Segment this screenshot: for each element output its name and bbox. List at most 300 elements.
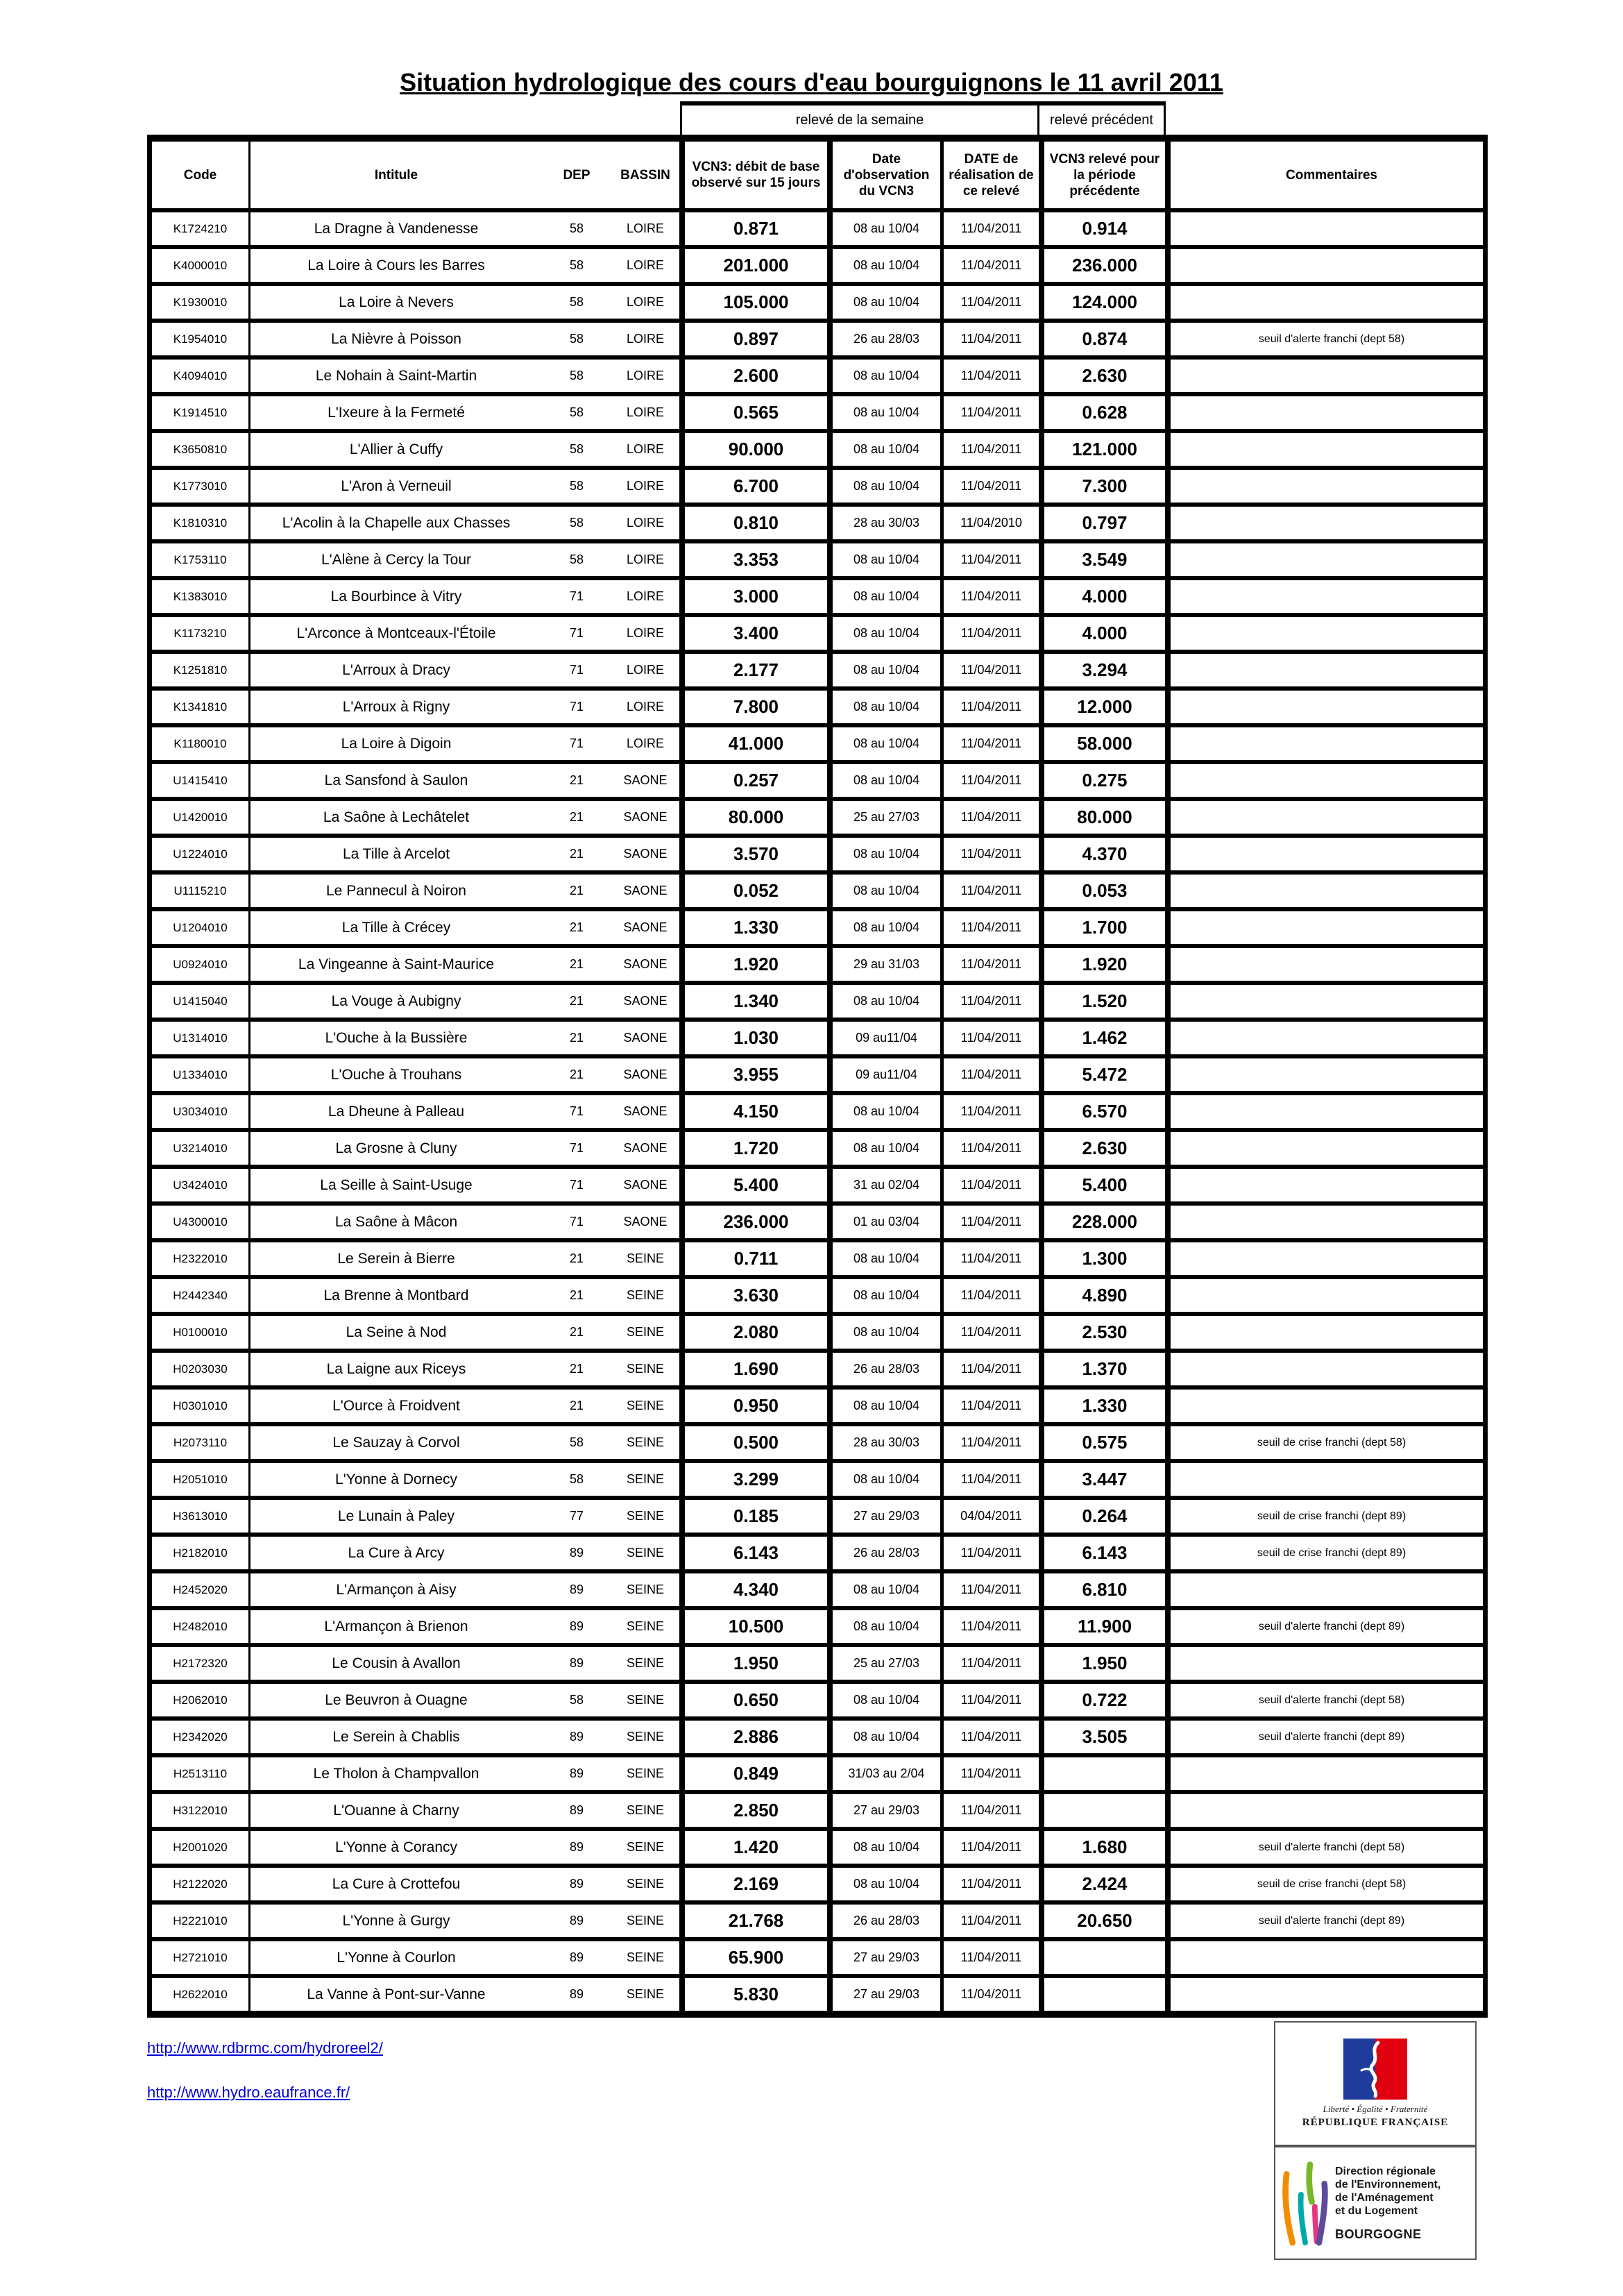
cell-commentaire [1171, 1390, 1493, 1422]
table-body [152, 212, 1483, 2011]
cell-vcn3: 0.185 [685, 1500, 833, 1533]
cell-date-realisation: 11/04/2011 [944, 1022, 1044, 1054]
cell-bassin: LOIRE [611, 654, 685, 686]
cell-dep: 58 [569, 1472, 584, 1486]
cell-code: U0924010 [152, 948, 250, 981]
cell-dep: 58 [569, 332, 584, 346]
hydro-table [147, 101, 1488, 2018]
cell-date-observation: 08 au 10/04 [833, 249, 944, 282]
cell-code: U3034010 [152, 1095, 250, 1128]
cell-bassin: SEINE [611, 1390, 685, 1422]
cell-vcn3: 0.500 [685, 1426, 833, 1459]
cell-bassin: SEINE [611, 1426, 685, 1459]
cell-vcn3: 1.950 [685, 1647, 833, 1680]
cell-bassin: SAONE [611, 1132, 685, 1165]
cell-vcn3-precedent: 121.000 [1044, 433, 1171, 466]
cell-vcn3-precedent: 4.000 [1044, 617, 1171, 650]
cell-bassin: SEINE [611, 1279, 685, 1312]
cell-intitule: L'Armançon à Brienon [324, 1618, 468, 1635]
table-row [152, 948, 1483, 985]
cell-commentaire [1171, 1463, 1493, 1496]
table-row [152, 1573, 1483, 1610]
cell-bassin: SAONE [611, 1058, 685, 1091]
cell-date-realisation: 11/04/2011 [944, 212, 1044, 245]
cell-intitule: La Loire à Digoin [341, 735, 452, 752]
marianne-flag-icon [1341, 2038, 1410, 2100]
cell-commentaire [1171, 286, 1493, 319]
header-bassin: BASSIN [611, 142, 685, 208]
cell-date-realisation: 11/04/2011 [944, 654, 1044, 686]
dreal-strokes-icon [1275, 2147, 1335, 2259]
table-row [152, 1721, 1483, 1757]
cell-commentaire [1171, 212, 1493, 245]
cell-bassin: SEINE [611, 1905, 685, 1937]
cell-vcn3: 3.955 [685, 1058, 833, 1091]
cell-dep: 89 [569, 1582, 584, 1596]
header-date-observation: Date d'observation du VCN3 [833, 142, 944, 208]
cell-commentaire [1171, 948, 1493, 981]
cell-dep: 58 [569, 442, 584, 456]
cell-vcn3: 3.000 [685, 580, 833, 613]
cell-commentaire: seuil de crise franchi (dept 58) [1257, 1436, 1407, 1449]
dreal-title-line: Direction régionale [1335, 2165, 1436, 2177]
cell-dep: 58 [569, 405, 584, 419]
table-row [152, 617, 1483, 654]
cell-vcn3: 201.000 [685, 249, 833, 282]
cell-intitule: La Dragne à Vandenesse [314, 220, 479, 237]
cell-bassin: LOIRE [611, 691, 685, 723]
cell-bassin: LOIRE [611, 323, 685, 355]
cell-code: U1415410 [152, 764, 250, 797]
cell-commentaire [1171, 1978, 1493, 2011]
cell-commentaire [1171, 1022, 1493, 1054]
cell-code: H2062010 [152, 1684, 250, 1716]
cell-vcn3-precedent: 0.264 [1044, 1500, 1171, 1533]
cell-vcn3-precedent: 4.890 [1044, 1279, 1171, 1312]
cell-date-observation: 08 au 10/04 [833, 580, 944, 613]
cell-date-observation: 08 au 10/04 [833, 1095, 944, 1128]
cell-code: K1810310 [152, 507, 250, 539]
cell-commentaire [1171, 360, 1493, 392]
cell-date-realisation: 11/04/2011 [944, 1390, 1044, 1422]
cell-intitule: Le Serein à Chablis [332, 1728, 460, 1745]
cell-vcn3: 3.630 [685, 1279, 833, 1312]
cell-date-realisation: 11/04/2011 [944, 1647, 1044, 1680]
cell-date-realisation: 11/04/2011 [944, 1095, 1044, 1128]
cell-date-realisation: 11/04/2011 [944, 1206, 1044, 1238]
cell-date-realisation: 11/04/2011 [944, 1058, 1044, 1091]
cell-dep: 71 [569, 700, 584, 714]
cell-commentaire [1171, 875, 1493, 907]
cell-date-observation: 25 au 27/03 [833, 801, 944, 834]
cell-bassin: SEINE [611, 1500, 685, 1533]
cell-vcn3: 105.000 [685, 286, 833, 319]
cell-vcn3: 1.690 [685, 1353, 833, 1385]
cell-bassin: SEINE [611, 1463, 685, 1496]
cell-date-observation: 08 au 10/04 [833, 543, 944, 576]
cell-commentaire [1171, 249, 1493, 282]
cell-commentaire [1171, 1647, 1493, 1680]
cell-intitule: La Laigne aux Riceys [326, 1360, 466, 1377]
cell-vcn3: 21.768 [685, 1905, 833, 1937]
cell-date-realisation: 11/04/2011 [944, 727, 1044, 760]
cell-code: H2622010 [152, 1978, 250, 2011]
cell-commentaire [1171, 1169, 1493, 1201]
cell-date-realisation: 11/04/2011 [944, 433, 1044, 466]
cell-date-observation: 08 au 10/04 [833, 727, 944, 760]
cell-bassin: SEINE [611, 1757, 685, 1790]
cell-date-observation: 28 au 30/03 [833, 507, 944, 539]
cell-dep: 89 [569, 1950, 584, 1964]
cell-commentaire: seuil d'alerte franchi (dept 89) [1258, 1730, 1405, 1743]
cell-bassin: SEINE [611, 1610, 685, 1643]
cell-intitule: La Vingeanne à Saint-Maurice [298, 956, 495, 972]
cell-code: H3122010 [152, 1794, 250, 1827]
header-commentaires: Commentaires [1286, 167, 1377, 183]
cell-code: K1251810 [152, 654, 250, 686]
band-releve-semaine: relevé de la semaine [680, 101, 1039, 135]
cell-vcn3: 2.850 [685, 1794, 833, 1827]
cell-commentaire [1171, 1353, 1493, 1385]
cell-vcn3-precedent: 1.330 [1044, 1390, 1171, 1422]
cell-bassin: LOIRE [611, 212, 685, 245]
cell-date-observation: 08 au 10/04 [833, 470, 944, 503]
cell-dep: 71 [569, 663, 584, 677]
cell-vcn3-precedent: 80.000 [1044, 801, 1171, 834]
dreal-title-line: et du Logement [1335, 2204, 1418, 2217]
cell-date-observation: 08 au 10/04 [833, 985, 944, 1018]
cell-code: H2122020 [152, 1868, 250, 1900]
cell-intitule: La Dheune à Palleau [328, 1103, 465, 1120]
cell-vcn3-precedent: 228.000 [1044, 1206, 1171, 1238]
cell-code: K1773010 [152, 470, 250, 503]
table-row [152, 1279, 1483, 1316]
cell-dep: 71 [569, 736, 584, 750]
cell-bassin: SEINE [611, 1242, 685, 1275]
cell-vcn3-precedent: 3.505 [1044, 1721, 1171, 1753]
cell-vcn3-precedent: 3.447 [1044, 1463, 1171, 1496]
cell-vcn3-precedent: 1.520 [1044, 985, 1171, 1018]
header-dep: DEP [563, 167, 590, 183]
republique-francaise-logo [1274, 2021, 1477, 2146]
cell-dep: 21 [569, 994, 584, 1008]
table-row [152, 1169, 1483, 1206]
cell-vcn3-precedent: 6.810 [1044, 1573, 1171, 1606]
cell-commentaire [1171, 1058, 1493, 1091]
cell-bassin: SEINE [611, 1353, 685, 1385]
table-row [152, 433, 1483, 470]
cell-intitule: La Bourbince à Vitry [330, 588, 462, 605]
cell-date-realisation: 11/04/2011 [944, 617, 1044, 650]
cell-vcn3: 1.340 [685, 985, 833, 1018]
table-row [152, 1794, 1483, 1831]
cell-dep: 21 [569, 847, 584, 861]
cell-date-observation: 26 au 28/03 [833, 1537, 944, 1569]
cell-date-realisation: 11/04/2011 [944, 838, 1044, 870]
cell-bassin: LOIRE [611, 727, 685, 760]
cell-commentaire [1171, 1095, 1493, 1128]
cell-code: K1180010 [152, 727, 250, 760]
cell-date-observation: 08 au 10/04 [833, 1279, 944, 1312]
cell-intitule: La Loire à Cours les Barres [307, 257, 485, 273]
cell-dep: 21 [569, 810, 584, 824]
cell-dep: 58 [569, 516, 584, 530]
cell-code: K1753110 [152, 543, 250, 576]
cell-date-realisation: 11/04/2011 [944, 764, 1044, 797]
table-row [152, 1757, 1483, 1794]
cell-date-observation: 08 au 10/04 [833, 212, 944, 245]
cell-vcn3: 5.400 [685, 1169, 833, 1201]
table-row [152, 580, 1483, 617]
cell-date-observation: 08 au 10/04 [833, 1573, 944, 1606]
cell-vcn3: 6.143 [685, 1537, 833, 1569]
cell-vcn3-precedent: 1.700 [1044, 911, 1171, 944]
cell-vcn3: 4.150 [685, 1095, 833, 1128]
cell-intitule: La Saône à Mâcon [334, 1213, 458, 1230]
cell-commentaire: seuil de crise franchi (dept 89) [1257, 1510, 1407, 1522]
table-row [152, 1095, 1483, 1132]
table-row [152, 838, 1483, 875]
cell-date-observation: 08 au 10/04 [833, 1316, 944, 1349]
table-header-row [152, 142, 1483, 212]
cell-date-observation: 08 au 10/04 [833, 691, 944, 723]
cell-date-realisation: 04/04/2011 [944, 1500, 1044, 1533]
cell-intitule: La Seille à Saint-Usuge [320, 1176, 473, 1193]
cell-date-observation: 09 au11/04 [833, 1058, 944, 1091]
cell-vcn3-precedent: 1.300 [1044, 1242, 1171, 1275]
cell-date-realisation: 11/04/2011 [944, 1353, 1044, 1385]
cell-bassin: LOIRE [611, 507, 685, 539]
cell-dep: 89 [569, 1987, 584, 2001]
table-row [152, 985, 1483, 1022]
cell-intitule: L'Ouche à Trouhans [330, 1066, 462, 1083]
cell-bassin: SAONE [611, 838, 685, 870]
cell-vcn3-precedent: 6.570 [1044, 1095, 1171, 1128]
cell-bassin: SEINE [611, 1721, 685, 1753]
cell-dep: 77 [569, 1509, 584, 1523]
cell-vcn3-precedent: 2.630 [1044, 360, 1171, 392]
cell-commentaire [1171, 1757, 1493, 1790]
cell-vcn3: 0.810 [685, 507, 833, 539]
table-row [152, 1647, 1483, 1684]
rf-motto: Liberté • Égalité • Fraternité [1323, 2104, 1428, 2114]
cell-date-observation: 28 au 30/03 [833, 1426, 944, 1459]
cell-date-realisation: 11/04/2011 [944, 691, 1044, 723]
cell-code: K1383010 [152, 580, 250, 613]
cell-date-realisation: 11/04/2011 [944, 1941, 1044, 1974]
cell-vcn3: 0.711 [685, 1242, 833, 1275]
cell-bassin: SAONE [611, 911, 685, 944]
cell-bassin: SEINE [611, 1537, 685, 1569]
cell-commentaire [1171, 727, 1493, 760]
cell-commentaire [1171, 985, 1493, 1018]
header-vcn3-precedent: VCN3 relevé pour la période précédente [1044, 142, 1171, 208]
cell-commentaire [1171, 654, 1493, 686]
rf-name: RÉPUBLIQUE FRANÇAISE [1302, 2117, 1449, 2128]
table-row [152, 1022, 1483, 1058]
cell-bassin: SEINE [611, 1316, 685, 1349]
cell-vcn3: 5.830 [685, 1978, 833, 2011]
cell-code: U1420010 [152, 801, 250, 834]
link-eaufrance[interactable]: http://www.hydro.eaufrance.fr/ [147, 2084, 350, 2101]
cell-vcn3-precedent: 4.000 [1044, 580, 1171, 613]
cell-dep: 89 [569, 1656, 584, 1670]
table-row [152, 360, 1483, 396]
cell-date-realisation: 11/04/2011 [944, 1537, 1044, 1569]
cell-dep: 58 [569, 552, 584, 566]
cell-date-observation: 08 au 10/04 [833, 1721, 944, 1753]
cell-dep: 21 [569, 1362, 584, 1376]
cell-vcn3: 0.897 [685, 323, 833, 355]
cell-commentaire [1171, 507, 1493, 539]
cell-vcn3-precedent [1044, 1978, 1171, 2011]
dreal-title-line: de l'Aménagement [1335, 2191, 1434, 2204]
cell-code: U1224010 [152, 838, 250, 870]
cell-date-realisation: 11/04/2011 [944, 1757, 1044, 1790]
cell-bassin: SEINE [611, 1647, 685, 1680]
cell-intitule: Le Serein à Bierre [337, 1250, 455, 1267]
cell-date-observation: 08 au 10/04 [833, 1831, 944, 1864]
table-row [152, 727, 1483, 764]
table-row [152, 764, 1483, 801]
cell-vcn3: 7.800 [685, 691, 833, 723]
cell-vcn3-precedent: 2.530 [1044, 1316, 1171, 1349]
cell-intitule: La Sansfond à Saulon [324, 772, 468, 788]
cell-bassin: LOIRE [611, 286, 685, 319]
cell-intitule: L'Yonne à Dornecy [334, 1471, 458, 1487]
cell-commentaire [1171, 838, 1493, 870]
link-hydroreel[interactable]: http://www.rdbrmc.com/hydroreel2/ [147, 2039, 383, 2057]
cell-dep: 58 [569, 258, 584, 272]
table-row [152, 875, 1483, 911]
cell-bassin: SAONE [611, 801, 685, 834]
table-row [152, 1500, 1483, 1537]
cell-code: K3650810 [152, 433, 250, 466]
cell-bassin: SAONE [611, 1206, 685, 1238]
cell-vcn3-precedent: 1.920 [1044, 948, 1171, 981]
cell-date-observation: 08 au 10/04 [833, 1868, 944, 1900]
cell-date-observation: 09 au11/04 [833, 1022, 944, 1054]
cell-intitule: La Seine à Nod [346, 1324, 447, 1340]
cell-date-realisation: 11/04/2011 [944, 286, 1044, 319]
cell-vcn3: 1.920 [685, 948, 833, 981]
cell-vcn3: 80.000 [685, 801, 833, 834]
cell-date-observation: 08 au 10/04 [833, 396, 944, 429]
cell-date-observation: 08 au 10/04 [833, 1684, 944, 1716]
cell-vcn3-precedent: 4.370 [1044, 838, 1171, 870]
cell-commentaire [1171, 1794, 1493, 1827]
cell-code: K1341810 [152, 691, 250, 723]
cell-dep: 58 [569, 221, 584, 235]
cell-date-observation: 27 au 29/03 [833, 1500, 944, 1533]
cell-dep: 21 [569, 1325, 584, 1339]
cell-bassin: SEINE [611, 1573, 685, 1606]
cell-commentaire [1171, 1573, 1493, 1606]
cell-bassin: SAONE [611, 875, 685, 907]
cell-vcn3-precedent: 0.874 [1044, 323, 1171, 355]
table-row [152, 543, 1483, 580]
cell-intitule: La Tille à Crécey [341, 919, 451, 936]
cell-vcn3-precedent: 236.000 [1044, 249, 1171, 282]
cell-bassin: LOIRE [611, 580, 685, 613]
table-band-row [147, 101, 1488, 135]
table-row [152, 286, 1483, 323]
cell-vcn3-precedent: 11.900 [1044, 1610, 1171, 1643]
cell-date-observation: 08 au 10/04 [833, 1390, 944, 1422]
cell-intitule: L'Yonne à Corancy [334, 1839, 458, 1855]
cell-intitule: Le Beuvron à Ouagne [325, 1691, 468, 1708]
cell-date-observation: 31 au 02/04 [833, 1169, 944, 1201]
cell-intitule: L'Alène à Cercy la Tour [321, 551, 472, 568]
cell-vcn3-precedent: 2.424 [1044, 1868, 1171, 1900]
cell-intitule: Le Sauzay à Corvol [332, 1434, 460, 1451]
cell-dep: 58 [569, 295, 584, 309]
table-row [152, 1941, 1483, 1978]
cell-date-realisation: 11/04/2011 [944, 1279, 1044, 1312]
cell-bassin: SEINE [611, 1978, 685, 2011]
cell-vcn3-precedent: 58.000 [1044, 727, 1171, 760]
header-intitule: Intitule [374, 167, 418, 183]
cell-bassin: SEINE [611, 1868, 685, 1900]
cell-dep: 89 [569, 1766, 584, 1780]
cell-commentaire: seuil de crise franchi (dept 89) [1257, 1546, 1407, 1559]
cell-commentaire: seuil d'alerte franchi (dept 58) [1258, 1841, 1405, 1853]
table-row [152, 1426, 1483, 1463]
cell-dep: 21 [569, 1399, 584, 1412]
cell-code: H2221010 [152, 1905, 250, 1937]
cell-date-observation: 08 au 10/04 [833, 875, 944, 907]
cell-commentaire [1171, 1132, 1493, 1165]
cell-date-observation: 08 au 10/04 [833, 838, 944, 870]
cell-date-observation: 26 au 28/03 [833, 323, 944, 355]
cell-vcn3-precedent: 0.722 [1044, 1684, 1171, 1716]
cell-date-realisation: 11/04/2011 [944, 1132, 1044, 1165]
cell-vcn3: 0.650 [685, 1684, 833, 1716]
cell-date-observation: 08 au 10/04 [833, 1463, 944, 1496]
table-row [152, 470, 1483, 507]
cell-commentaire [1171, 470, 1493, 503]
cell-date-observation: 27 au 29/03 [833, 1794, 944, 1827]
cell-bassin: SEINE [611, 1831, 685, 1864]
cell-date-realisation: 11/04/2011 [944, 1573, 1044, 1606]
cell-dep: 21 [569, 957, 584, 971]
cell-dep: 58 [569, 369, 584, 382]
cell-date-realisation: 11/04/2011 [944, 396, 1044, 429]
cell-intitule: Le Tholon à Champvallon [313, 1765, 479, 1782]
cell-vcn3: 0.565 [685, 396, 833, 429]
cell-date-observation: 01 au 03/04 [833, 1206, 944, 1238]
cell-dep: 71 [569, 589, 584, 603]
dreal-title-line: de l'Environnement, [1335, 2178, 1441, 2191]
dreal-logo [1274, 2146, 1477, 2260]
cell-intitule: La Cure à Crottefou [332, 1875, 461, 1892]
cell-code: U3214010 [152, 1132, 250, 1165]
cell-vcn3: 4.340 [685, 1573, 833, 1606]
cell-intitule: L'Arroux à Rigny [342, 698, 450, 715]
cell-vcn3-precedent [1044, 1757, 1171, 1790]
cell-vcn3-precedent: 1.950 [1044, 1647, 1171, 1680]
cell-date-realisation: 11/04/2011 [944, 1316, 1044, 1349]
cell-bassin: SAONE [611, 1022, 685, 1054]
cell-vcn3: 236.000 [685, 1206, 833, 1238]
cell-commentaire [1171, 617, 1493, 650]
cell-intitule: La Loire à Nevers [339, 294, 454, 310]
cell-date-observation: 08 au 10/04 [833, 360, 944, 392]
cell-date-realisation: 11/04/2011 [944, 1463, 1044, 1496]
cell-code: H2513110 [152, 1757, 250, 1790]
cell-vcn3: 2.886 [685, 1721, 833, 1753]
cell-code: U1115210 [152, 875, 250, 907]
